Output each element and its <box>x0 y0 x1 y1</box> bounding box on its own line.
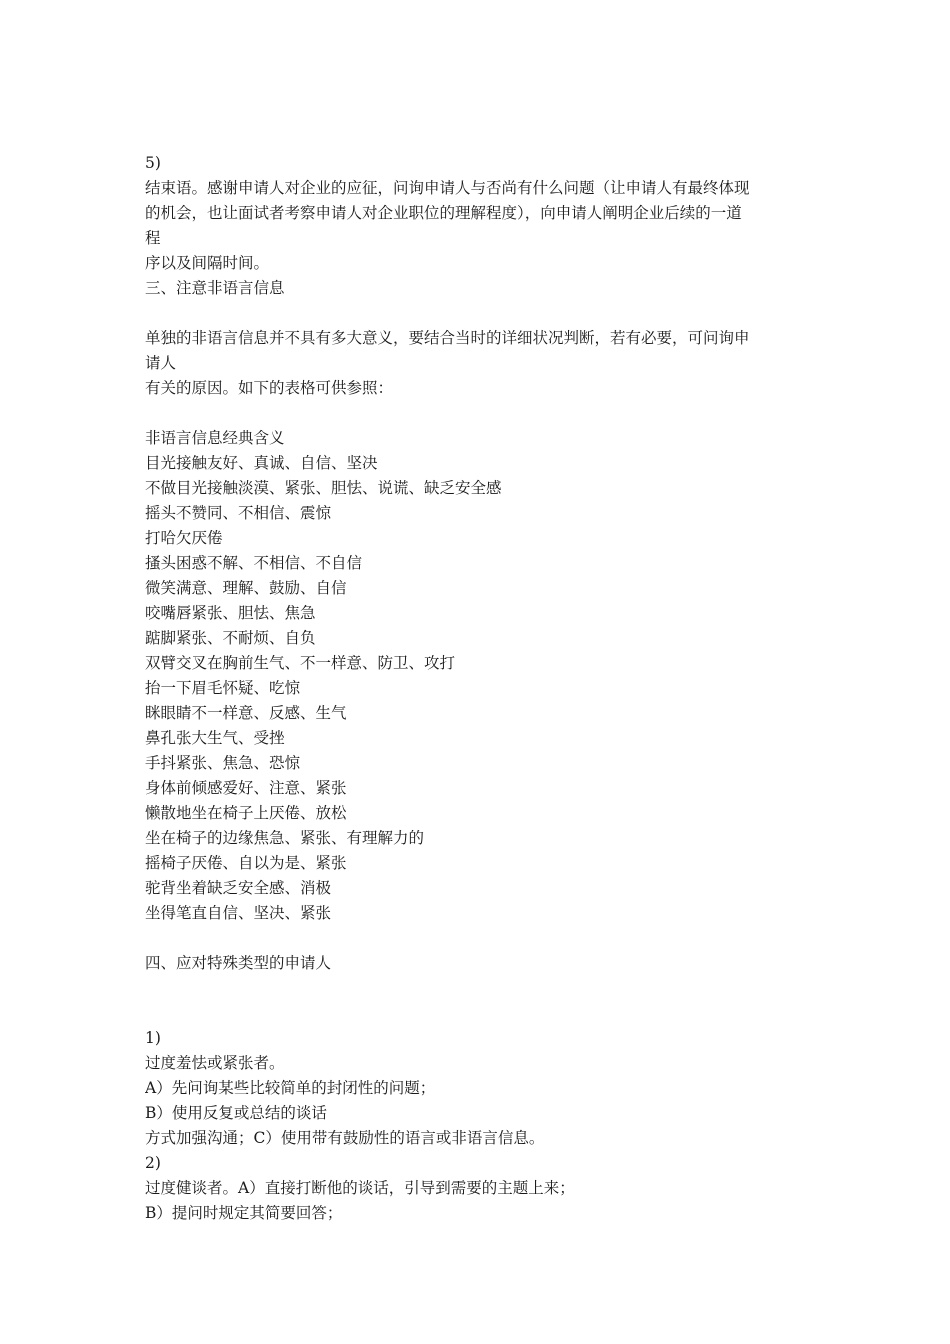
section-5-line-2: 的机会，也让面试者考察申请人对企业职位的理解程度），向申请人阐明企业后续的一道 <box>145 204 742 222</box>
table-row: 身体前倾感爱好、注意、紧张 <box>145 779 347 797</box>
item-1-line-2: A）先问询某些比较简单的封闭性的问题； <box>145 1079 436 1097</box>
section-5-line-3: 程 <box>145 229 161 247</box>
table-row: 摇椅子厌倦、自以为是、紧张 <box>145 854 347 872</box>
table-row: 摇头不赞同、不相信、震惊 <box>145 504 332 522</box>
table-row: 坐得笔直自信、坚决、紧张 <box>145 904 332 922</box>
table-row: 目光接触友好、真诚、自信、坚决 <box>145 454 378 472</box>
table-row: 双臂交叉在胸前生气、不一样意、防卫、攻打 <box>145 654 456 672</box>
table-row: 搔头困惑不解、不相信、不自信 <box>145 554 363 572</box>
item-1-line-1: 过度羞怯或紧张者。 <box>145 1054 285 1072</box>
table-row: 不做目光接触淡漠、紧张、胆怯、说谎、缺乏安全感 <box>145 479 502 497</box>
heading-non-verbal: 三、注意非语言信息 <box>145 279 285 297</box>
table-row: 咬嘴唇紧张、胆怯、焦急 <box>145 604 316 622</box>
section-5-line-1: 结束语。感谢申请人对企业的应征，问询申请人与否尚有什么问题（让申请人有最终体现 <box>145 179 750 197</box>
intro-line-2: 请人 <box>145 354 177 372</box>
section-5-number: 5) <box>145 154 161 172</box>
item-1-line-4: 方式加强沟通；C）使用带有鼓励性的语言或非语言信息。 <box>145 1129 545 1147</box>
spacer <box>145 301 815 326</box>
table-row: 微笑满意、理解、鼓励、自信 <box>145 579 347 597</box>
table-row: 坐在椅子的边缘焦急、紧张、有理解力的 <box>145 829 425 847</box>
intro-line-1: 单独的非语言信息并不具有多大意义，要结合当时的详细状况判断，若有必要，可问询申 <box>145 329 750 347</box>
table-header: 非语言信息经典含义 <box>145 429 285 447</box>
table-row: 眯眼睛不一样意、反感、生气 <box>145 704 347 722</box>
item-1-line-3: B）使用反复或总结的谈话 <box>145 1104 327 1122</box>
document-page <box>145 151 815 1226</box>
table-row: 鼻孔张大生气、受挫 <box>145 729 285 747</box>
table-row: 懒散地坐在椅子上厌倦、放松 <box>145 804 347 822</box>
intro-line-3: 有关的原因。如下的表格可供参照： <box>145 379 394 397</box>
spacer <box>145 976 815 1026</box>
table-row: 抬一下眉毛怀疑、吃惊 <box>145 679 301 697</box>
item-1-number: 1) <box>145 1029 161 1047</box>
item-2-line-2: B）提问时规定其简要回答； <box>145 1204 343 1222</box>
spacer <box>145 926 815 951</box>
table-row: 驼背坐着缺乏安全感、消极 <box>145 879 332 897</box>
table-row: 踮脚紧张、不耐烦、自负 <box>145 629 316 647</box>
item-2-line-1: 过度健谈者。A）直接打断他的谈话，引导到需要的主题上来； <box>145 1179 575 1197</box>
spacer <box>145 401 815 426</box>
heading-special-applicants: 四、应对特殊类型的申请人 <box>145 954 332 972</box>
table-row: 打哈欠厌倦 <box>145 529 223 547</box>
section-5-line-4: 序以及间隔时间。 <box>145 254 270 272</box>
table-row: 手抖紧张、焦急、恐惊 <box>145 754 301 772</box>
item-2-number: 2) <box>145 1154 161 1172</box>
